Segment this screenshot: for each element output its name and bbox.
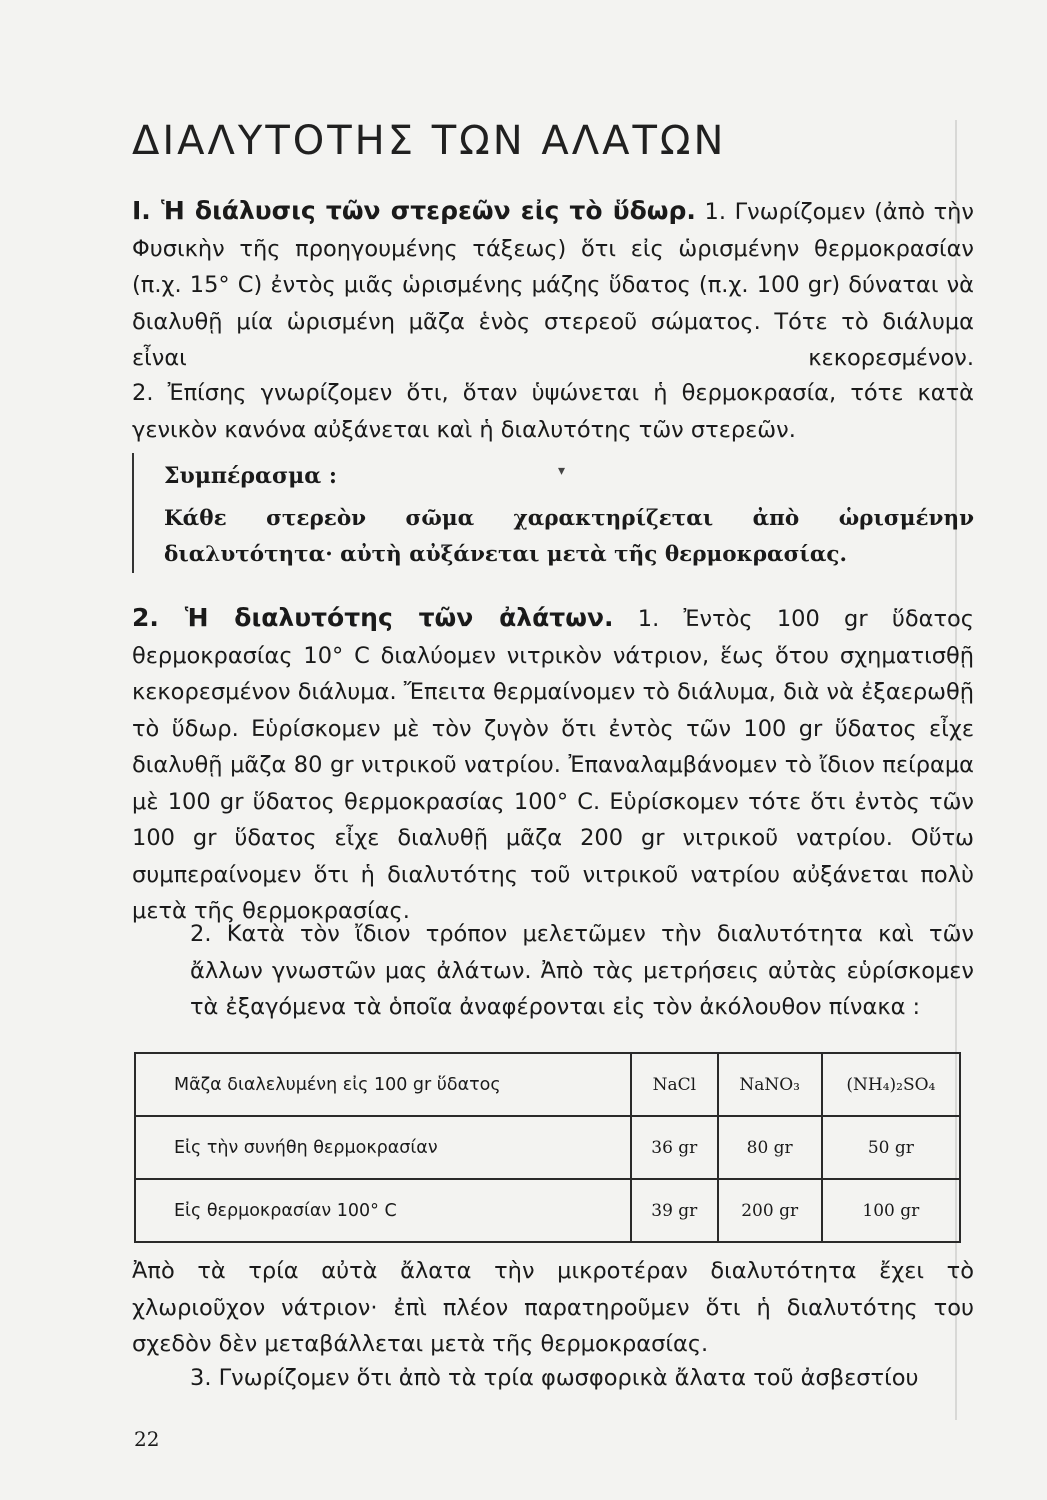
table-header-row [135, 1053, 960, 1116]
table-header-cell: Μᾶζα διαλελυμένη εἰς 100 gr ὕδατος [135, 1053, 631, 1116]
conclusion-label: Συμπέρασμα : [164, 463, 337, 489]
table-cell: 80 gr [718, 1116, 822, 1179]
section1-para1-text: 1. Γνωρίζομεν (ἀπὸ τὴν Φυσικὴν τῆς προηγουμένης τάξεως) ὅτι εἰς ὡρισμένην θερμοκρασίαν (π.χ. 15° C) ἐντὸς μιᾶς ὡρισμένης μάζης ὕδατος (π.χ. 100 gr) δύναται νὰ διαλυθῇ μία ὡρισμένη μᾶζα ἑνὸς στερεοῦ σώματος. Τότε τὸ διάλυμα εἶναι κεκορεσμένον. [132, 199, 974, 371]
after-table-paragraph: Ἀπὸ τὰ τρία αὐτὰ ἄλατα τὴν μικροτέραν διαλυτότητα ἔχει τὸ χλωριοῦχον νάτριον· ἐπὶ πλέον παρατηροῦμεν ὅτι ἡ διαλυτότης του σχεδὸν δὲν μεταβάλλεται μετὰ τῆς θερμοκρασίας. [132, 1258, 974, 1357]
table-row [135, 1179, 960, 1242]
margin-mark: ▾ [558, 463, 566, 479]
section2-para1-text: 1. Ἐντὸς 100 gr ὕδατος θερμοκρασίας 10° C διαλύομεν νιτρικὸν νάτριον, ἕως ὅτου σχηματισθῇ κεκορεσμένον διάλυμα. Ἔπειτα θερμαίνομεν τὸ διάλυμα, διὰ νὰ ἐξαερωθῇ τὸ ὕδωρ. Εὑρίσκομεν μὲ τὸν ζυγὸν ὅτι ἐντὸς τῶν 100 gr ὕδατος εἶχε διαλυθῇ μᾶζα 80 gr νιτρικοῦ νατρίου. Ἐπαναλαμβάνομεν τὸ ἴδιον πείραμα μὲ 100 gr ὕδατος θερμοκρασίας 100° C. Εὑρίσκομεν τότε ὅτι ἐντὸς τῶν 100 gr ὕδατος εἶχε διαλυθῇ μᾶζα 200 gr νιτρικοῦ νατρίου. Οὕτω συμπεραίνομεν ὅτι ἡ διαλυτότης τοῦ νιτρικοῦ νατρίου αὐξάνεται πολὺ μετὰ τῆς θερμοκρασίας. [132, 606, 974, 924]
solubility-table [134, 1052, 961, 1243]
table-header-cell: (NH₄)₂SO₄ [822, 1053, 960, 1116]
table-cell: 100 gr [822, 1179, 960, 1242]
page-title: ΔΙΑΛΥΤΟΤΗΣ ΤΩΝ ΑΛΑΤΩΝ [132, 118, 727, 164]
table-cell: 50 gr [822, 1116, 960, 1179]
section2-paragraph3: 3. Γνωρίζομεν ὅτι ἀπὸ τὰ τρία φωσφορικὰ ἄλατα τοῦ ἀσβεστίου [190, 1365, 919, 1391]
table-cell: 39 gr [631, 1179, 718, 1242]
conclusion-box [132, 453, 974, 573]
section2-paragraph1 [132, 600, 974, 930]
table-cell: 200 gr [718, 1179, 822, 1242]
section1-heading: Ι. Ἡ διάλυσις τῶν στερεῶν εἰς τὸ ὕδωρ. [132, 196, 696, 225]
table-row [135, 1116, 960, 1179]
section2-heading: 2. Ἡ διαλυτότης τῶν ἀλάτων. [132, 603, 614, 632]
section1-paragraph1 [132, 193, 974, 377]
table-cell: Εἰς τὴν συνήθη θερμοκρασίαν [135, 1116, 631, 1179]
section1-paragraph2: 2. Ἐπίσης γνωρίζομεν ὅτι, ὅταν ὑψώνεται ἡ θερμοκρασία, τότε κατὰ γενικὸν κανόνα αὐξάνεται καὶ ἡ διαλυτότης τῶν στερεῶν. [132, 380, 974, 443]
table-cell: Εἰς θερμοκρασίαν 100° C [135, 1179, 631, 1242]
page-number: 22 [134, 1427, 160, 1451]
section2-paragraph2: 2. Κατὰ τὸν ἴδιον τρόπον μελετῶμεν τὴν διαλυτότητα καὶ τῶν ἄλλων γνωστῶν μας ἀλάτων. Ἀπὸ τὰς μετρήσεις αὐτὰς εὑρίσκομεν τὰ ἐξαγόμενα τὰ ὁποῖα ἀναφέρονται εἰς τὸν ἀκόλουθον πίνακα : [190, 921, 974, 1020]
table-cell: 36 gr [631, 1116, 718, 1179]
table-header-cell: NaNO₃ [718, 1053, 822, 1116]
table-header-cell: NaCl [631, 1053, 718, 1116]
conclusion-text: Κάθε στερεὸν σῶμα χαρακτηρίζεται ἀπὸ ὡρισμένην διαλυτότητα· αὐτὴ αὐξάνεται μετὰ τῆς θερμοκρασίας. [164, 506, 974, 567]
